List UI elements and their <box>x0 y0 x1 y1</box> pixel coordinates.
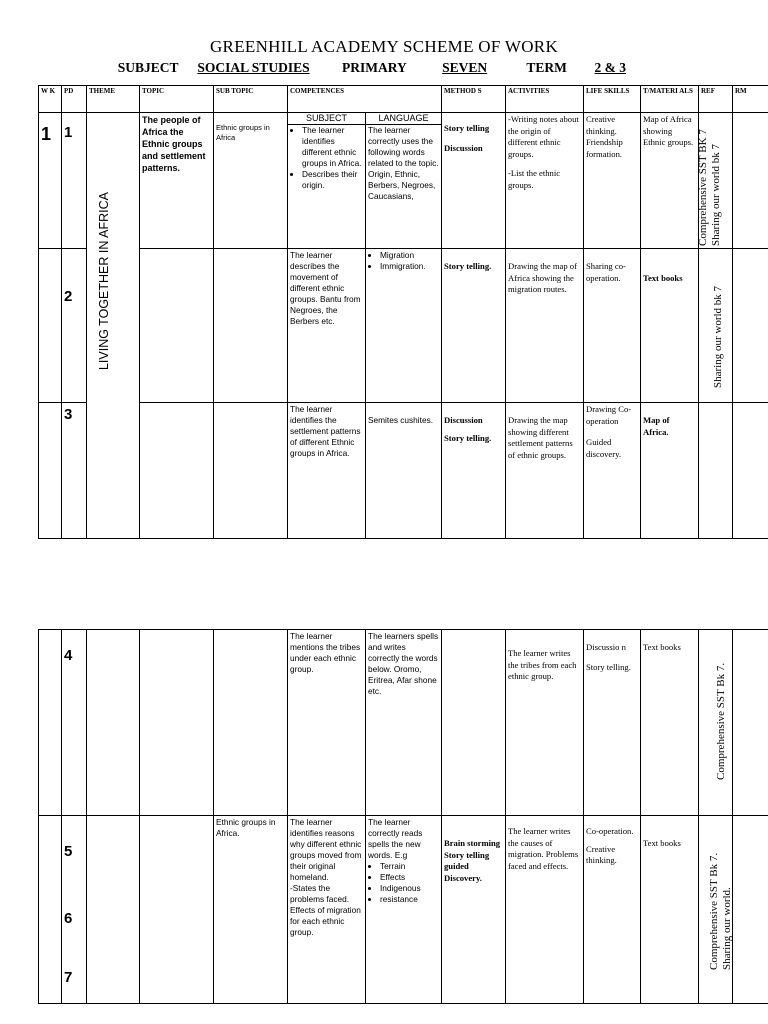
col-life-skills: LIFE SKILLS <box>584 86 641 113</box>
language-text: The learner correctly uses the following words related to the topic. Origin, Ethnic, Berbers, Negroes, Caucasians, <box>368 125 439 201</box>
col-pd: PD <box>62 86 87 113</box>
life-skills-cell: Sharing co-operation. <box>584 249 641 403</box>
competence-language-cell <box>366 249 442 403</box>
method-item: Discussion <box>444 142 483 153</box>
col-methods: METHOD S <box>442 86 506 113</box>
activities-cell: Drawing the map showing different settlement patterns of ethnic groups. <box>506 403 584 539</box>
sub-topic-cell: Ethnic groups in Africa. <box>214 816 288 1004</box>
method-item: Discussion <box>444 415 483 425</box>
competence-subject-cell: The learner describes the movement of different ethnic groups. Bantu from Negroes, the Berbers etc. <box>288 249 366 403</box>
theme-label: LIVING TOGETHER IN AFRICA <box>97 192 111 371</box>
list-item: • Terrain <box>380 861 439 872</box>
list-item: • Migration <box>380 250 439 261</box>
period-number: 3 <box>64 406 73 423</box>
rm-cell <box>733 113 768 249</box>
life-skills-cell: Creative thinking. Friendship formation. <box>584 113 641 249</box>
list-item: • Describes their origin. <box>302 169 363 191</box>
methods-cell <box>442 113 506 249</box>
col-activities: ACTIVITIES <box>506 86 584 113</box>
language-text: The learner correctly reads spells the new words. E.g <box>368 817 423 860</box>
competence-subject-cell <box>288 816 366 1004</box>
table-row <box>39 816 768 1004</box>
activities-cell: The learner writes the causes of migration. Problems faced and effects. <box>506 816 584 1004</box>
subject-value: SOCIAL STUDIES <box>197 60 310 75</box>
term-label: TERM <box>526 60 567 75</box>
subject-subheader: SUBJECT <box>288 113 365 125</box>
list-item: • The learner identifies different ethnic groups in Africa. <box>302 125 363 169</box>
col-theme: THEME <box>87 86 140 113</box>
methods-cell: Brain storming Story telling guided Discovery. <box>442 816 506 1004</box>
topic-cell: The people of Africa the Ethnic groups and settlement patterns. <box>140 113 214 249</box>
materials-cell: Text books <box>641 630 699 816</box>
life-skill-item: Drawing Co-operation <box>586 404 632 426</box>
table-row <box>39 403 768 539</box>
materials-cell: Map of Africa. <box>641 403 699 539</box>
period-number: 4 <box>64 647 73 664</box>
subject-text: The learner identifies reasons why different ethnic groups moved from their original homeland. <box>290 817 362 882</box>
list-item: • Effects <box>380 872 439 883</box>
theme-cell <box>87 113 140 539</box>
week-number: 1 <box>41 124 52 144</box>
competence-language-cell: The learners spells and writes correctly the words below. Oromo, Eritrea, Afar shone etc. <box>366 630 442 816</box>
life-skills-cell <box>584 403 641 539</box>
period-number: 2 <box>64 288 73 305</box>
col-topic: TOPIC <box>140 86 214 113</box>
language-subheader: LANGUAGE <box>366 113 441 125</box>
table-row <box>39 249 768 403</box>
life-skills-cell <box>584 630 641 816</box>
subject-text: -States the problems faced. Effects of migration for each ethnic group. <box>290 883 361 937</box>
col-sub-topic: SUB TOPIC <box>214 86 288 113</box>
header-row <box>39 86 768 113</box>
period-number: 5 <box>64 843 73 860</box>
subject-label: SUBJECT <box>117 60 179 75</box>
subject-line <box>0 60 768 76</box>
table-row <box>39 113 768 249</box>
list-item: • resistance <box>380 894 439 905</box>
table-row <box>39 630 768 816</box>
period-number: 6 <box>64 910 73 927</box>
col-competences: COMPETENCES <box>288 86 442 113</box>
reference-text: Comprehensive SST Bk 7. Sharing our world. <box>708 852 733 970</box>
col-wk: W K <box>39 86 62 113</box>
primary-value: SEVEN <box>442 60 488 75</box>
activities-cell: Drawing the map of Africa showing the migration routes. <box>506 249 584 403</box>
sub-topic-cell: Ethnic groups in Africa <box>214 113 288 249</box>
life-skills-cell <box>584 816 641 1004</box>
list-item: • Immigration. <box>380 261 439 272</box>
col-ref: REF <box>699 86 733 113</box>
life-skill-item: Story telling. <box>586 661 631 672</box>
competence-language-cell <box>366 113 442 249</box>
materials-cell: Text books <box>641 249 699 403</box>
document-title: GREENHILL ACADEMY SCHEME OF WORK <box>209 37 559 56</box>
col-rm: RM <box>733 86 768 113</box>
activity-item: -List the ethnic groups. <box>508 168 561 190</box>
activity-item: -Writing notes about the origin of different ethnic groups. <box>508 114 579 159</box>
reference-text: Sharing our world bk 7 <box>712 285 724 388</box>
reference-text: Comprehensive SST Bk 7. <box>715 662 727 780</box>
life-skill-item: Discussio n <box>586 642 626 652</box>
period-number: 7 <box>64 969 73 986</box>
method-item: Story telling. <box>444 432 492 443</box>
life-skill-item: Co-operation. <box>586 826 634 836</box>
scheme-table-2 <box>38 629 768 1004</box>
activities-cell: The learner writes the tribes from each ethnic group. <box>506 630 584 816</box>
competence-language-cell: Semites cushites. <box>366 403 442 539</box>
reference-text: Comprehensive SST BK 7 Sharing our world bk 7 <box>697 129 722 246</box>
competence-subject-cell: The learner identifies the settlement patterns of different Ethnic groups in Africa. <box>288 403 366 539</box>
list-item: • Indigenous <box>380 883 439 894</box>
method-item: Story telling <box>444 123 490 133</box>
life-skill-item: Guided discovery. <box>586 437 621 459</box>
period-number: 1 <box>64 124 73 141</box>
materials-cell: Map of Africa showing Ethnic groups. <box>641 113 699 249</box>
primary-label: PRIMARY <box>342 60 407 75</box>
competence-language-cell <box>366 816 442 1004</box>
materials-cell: Text books <box>641 816 699 1004</box>
life-skill-item: Creative thinking. <box>586 843 617 865</box>
term-value: 2 & 3 <box>594 60 627 75</box>
col-materials: T/MATERI ALS <box>641 86 699 113</box>
competence-subject-cell <box>288 113 366 249</box>
scheme-table-1 <box>38 85 768 539</box>
methods-cell <box>442 403 506 539</box>
methods-cell: Story telling. <box>442 249 506 403</box>
competence-subject-cell: The learner mentions the tribes under each ethnic group. <box>288 630 366 816</box>
activities-cell <box>506 113 584 249</box>
